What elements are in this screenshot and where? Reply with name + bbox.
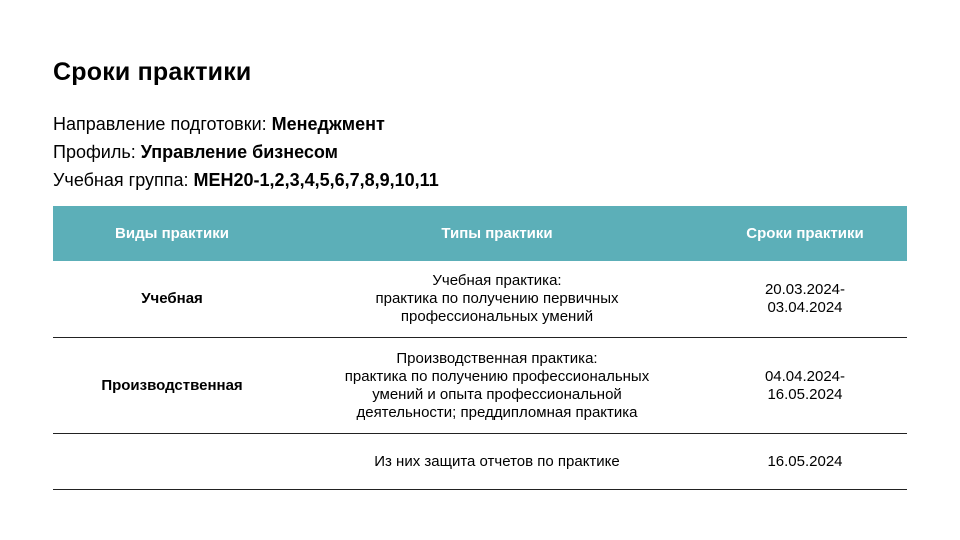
table-row <box>53 434 907 490</box>
date-line: 16.05.2024 <box>767 452 843 470</box>
direction-label: Направление подготовки: <box>53 114 267 134</box>
cell-kind: Производственная <box>101 376 243 394</box>
type-line: профессиональных умений <box>400 308 594 325</box>
page-title: Сроки практики <box>53 58 252 86</box>
group-label: Учебная группа: <box>53 170 189 190</box>
type-line: деятельности; преддипломная практика <box>356 403 638 421</box>
table-row <box>53 338 907 434</box>
header-cell-kind: Виды практики <box>115 224 229 242</box>
cell-type <box>291 434 703 489</box>
header-cell-type: Типы практики <box>441 224 553 242</box>
direction-line <box>53 113 385 135</box>
cell-dates <box>703 434 907 489</box>
type-line: Учебная практика: <box>432 272 562 289</box>
practice-schedule-table <box>53 206 907 490</box>
table-header <box>53 206 907 261</box>
cell-kind: Учебная <box>141 290 203 307</box>
group-value: МЕН20-1,2,3,4,5,6,7,8,9,10,11 <box>193 170 439 190</box>
type-line: практика по получению первичных <box>375 290 619 307</box>
profile-line <box>53 141 338 163</box>
type-line: Производственная практика: <box>396 349 598 367</box>
date-line: 20.03.2024- <box>764 281 846 298</box>
type-line: практика по получению профессиональных <box>344 367 650 385</box>
cell-kind <box>53 434 291 489</box>
type-line: умений и опыта профессиональной <box>372 385 622 403</box>
cell-type <box>291 261 703 337</box>
profile-label: Профиль: <box>53 142 136 162</box>
cell-dates <box>703 338 907 433</box>
header-cell-dates: Сроки практики <box>746 224 864 242</box>
date-line: 03.04.2024 <box>767 299 843 316</box>
cell-type <box>291 338 703 433</box>
direction-value: Менеджмент <box>271 114 385 134</box>
table-row <box>53 261 907 338</box>
date-line: 04.04.2024- <box>764 367 846 385</box>
group-line <box>53 169 439 191</box>
type-line: Из них защита отчетов по практике <box>374 452 620 470</box>
profile-value: Управление бизнесом <box>140 142 338 162</box>
cell-dates <box>703 261 907 337</box>
date-line: 16.05.2024 <box>767 385 843 403</box>
